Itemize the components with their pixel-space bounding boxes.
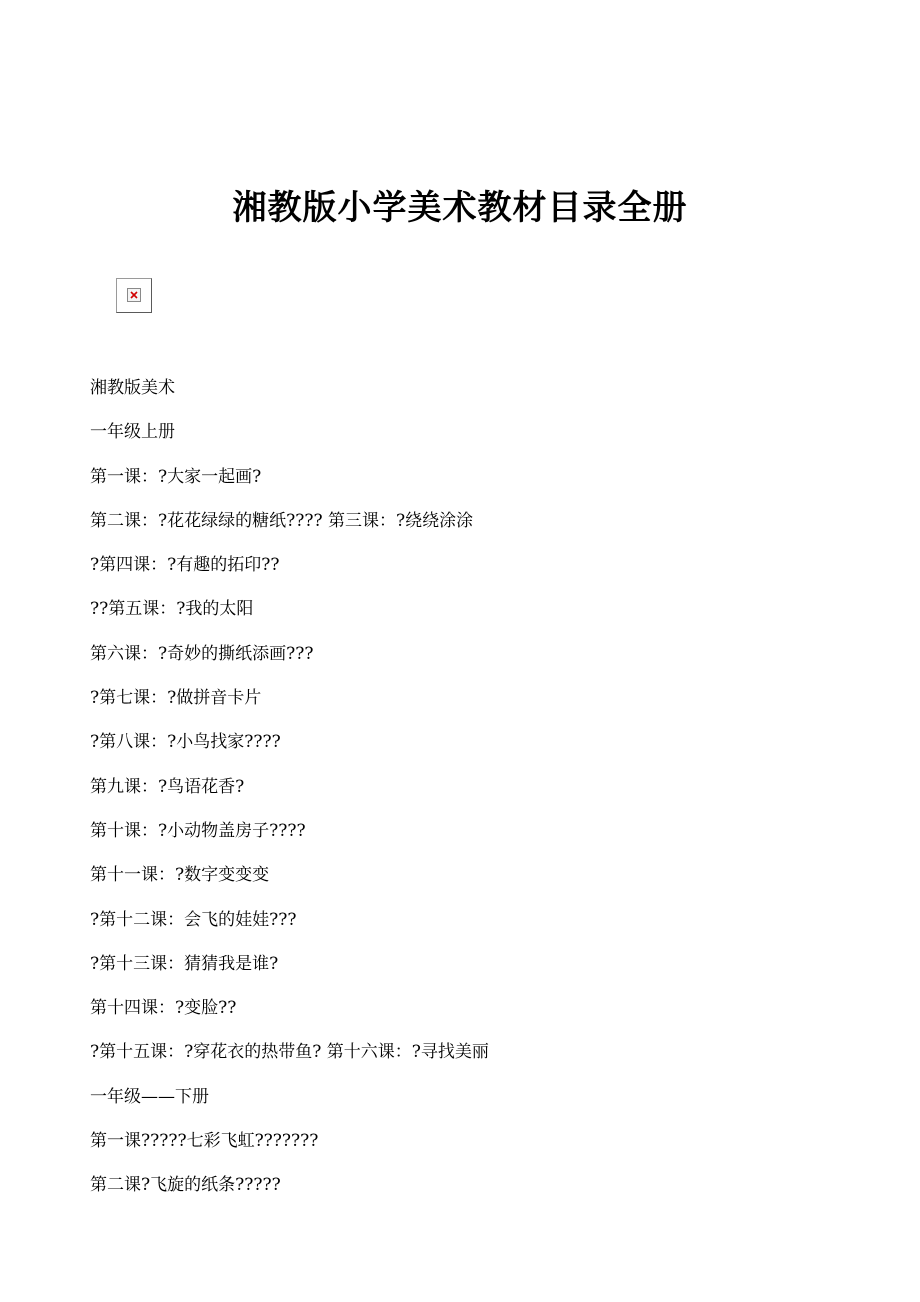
lesson-line: 第二课?飞旋的纸条????? xyxy=(90,1175,281,1196)
lesson-line: ?第十二课：会飞的娃娃??? xyxy=(90,909,297,930)
lesson-line: 第二课：?花花绿绿的糖纸???? 第三课：?绕绕涂涂 xyxy=(90,510,474,531)
grade-heading: 一年级上册 xyxy=(90,422,175,443)
table-of-contents xyxy=(90,374,870,1216)
lesson-line: 第一课?????七彩飞虹??????? xyxy=(90,1131,319,1152)
broken-image-icon xyxy=(127,288,141,302)
lesson-line: ?第七课：?做拼音卡片 xyxy=(90,688,262,709)
lesson-line: ??第五课：?我的太阳 xyxy=(90,599,254,620)
series-heading: 湘教版美术 xyxy=(90,378,175,398)
page-title: 湘教版小学美术教材目录全册 xyxy=(232,188,688,228)
lesson-line: 第九课：?鸟语花香? xyxy=(90,776,245,797)
lesson-line: ?第八课：?小鸟找家???? xyxy=(90,732,281,753)
lesson-line: 第十四课：?变脸?? xyxy=(90,998,237,1019)
lesson-line: ?第四课：?有趣的拓印?? xyxy=(90,555,280,576)
lesson-line: ?第十三课：猜猜我是谁? xyxy=(90,953,279,974)
lesson-line: 第一课：?大家一起画? xyxy=(90,466,262,487)
lesson-line: 第十课：?小动物盖房子???? xyxy=(90,820,306,841)
lesson-line: ?第十五课：?穿花衣的热带鱼? 第十六课：?寻找美丽 xyxy=(90,1042,489,1063)
lesson-line: 第六课：?奇妙的撕纸添画??? xyxy=(90,643,314,664)
lesson-line: 第十一课：?数字变变变 xyxy=(90,865,270,886)
broken-image-placeholder xyxy=(116,278,152,313)
grade-heading: 一年级——下册 xyxy=(90,1086,209,1107)
